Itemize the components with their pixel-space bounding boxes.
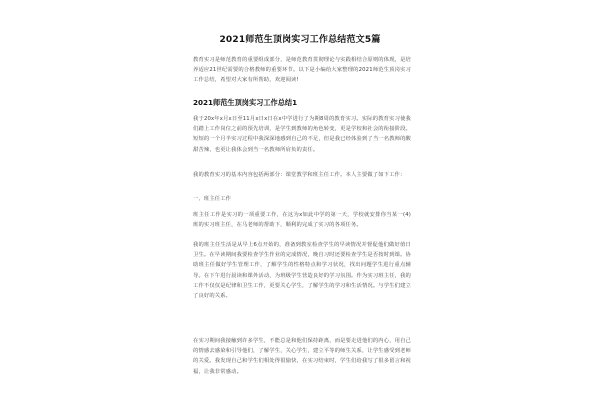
subsection-heading: 一、班主任工作 bbox=[193, 196, 232, 202]
document-title: 2021师范生顶岗实习工作总结范文5篇 bbox=[219, 35, 381, 45]
intro-paragraph: 教育实习是师范教育的重要组成部分，是师范教育贯彻理论与实践相结合原则的体现，是培养适应21世纪需要的合格教师的重要环节。以下是小编给大家整理的2021师范生顶岗实习工作总结，希望对大家有所帮助，欢迎阅读! bbox=[193, 57, 411, 84]
body-paragraph: 我的班主任生活是从早上6点开始的，准备到教室检查学生的早读情况并督促他们做好值日卫生。在早读期间我要检查学生作业的完成情况，晚自习时还要检查学生是否按时到课。协助班主任做好学生管理工作，了解学生的性格特点和学习状况，找出问题学生进行重点辅导。在下午进行晨读和课外活动，为班级学生营造良好的学习氛围。作为实习班主任，我的工作不仅仅是纪律和卫生工作，更要关心学生，了解学生的学习和生活情况。与学生们建立了良好的关系。 bbox=[193, 242, 411, 300]
body-paragraph: 班主任工作是实习的一项重要工作，在这为x如此中学的第一天，学校就安排你当某一(4)班的实习班主任，在马老师的帮助下，顺利的完成了实习的各项任务。 bbox=[193, 212, 411, 229]
body-paragraph: 我于20x年x月x日至11月x日x日在x中学进行了为期8周的教育实习。实际的教育实习使我们踏上工作岗位之前的预先培训，是学生到教师的角色转变，更是学校和社会的衔接阶段。短短的一个月半实习过程中我深深地感到自己的不足，但是我已经体验到了当一名教师的酸甜苦辣，也更让我体会到当一名教师所肩负的责任。 bbox=[193, 116, 411, 153]
section-heading: 2021师范生顶岗实习工作总结1 bbox=[193, 98, 298, 107]
body-paragraph: 我的教育实习的基本内容包括两部分：课堂教学和班主任工作。本人主要做了如下工作： bbox=[193, 172, 406, 178]
body-paragraph: 在实习期间我接触到许多学生，不能总是和他们保持距离，而是要走进他们的内心，用自己的情感去感染和引导他们，了解学生，关心学生，建立平等的师生关系，让学生感受到老师的关爱。我发现自己和学生们相处得很愉快，在实习结束时，学生们给我写了很多留言和祝福，让我非常感动。 bbox=[193, 338, 411, 375]
